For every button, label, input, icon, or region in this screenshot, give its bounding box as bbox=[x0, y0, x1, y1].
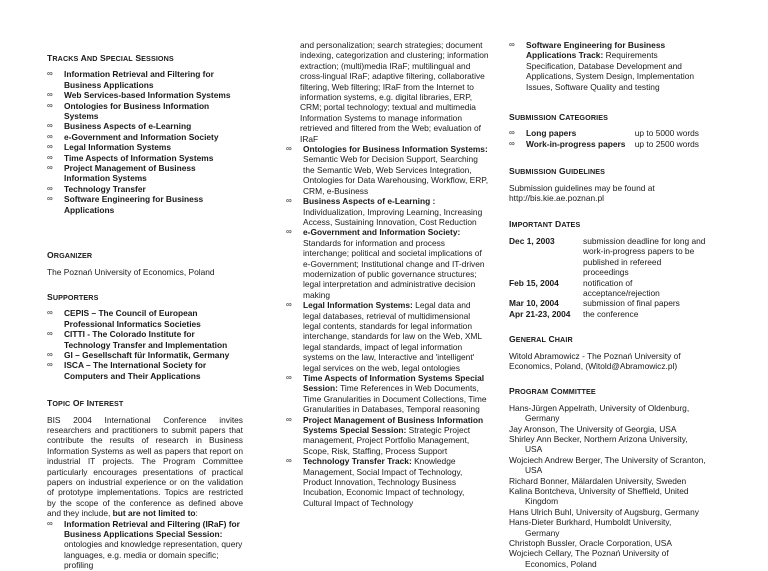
infinity-bullet-icon: ∞ bbox=[286, 196, 292, 206]
list-item: ∞ Work-in-progress papers up to 2500 words bbox=[509, 138, 699, 149]
infinity-bullet-icon: ∞ bbox=[286, 227, 292, 237]
list-item: ∞ Time Aspects of Information Systems bbox=[47, 152, 214, 163]
list-item: ∞ CITTI - The Colorado Institute for Technology Transfer and Implementation bbox=[47, 329, 228, 350]
infinity-bullet-icon: ∞ bbox=[47, 142, 53, 152]
committee-member: Wojciech Cellary, The Poznań University of Economics, Poland bbox=[509, 548, 669, 569]
list-item: ∞ CEPIS – The Council of European Professional Informatics Societies bbox=[47, 308, 201, 329]
date-description: submission of final papers bbox=[583, 298, 680, 309]
list-item: ∞ Legal Information Systems bbox=[47, 142, 172, 153]
list-item: ∞ Web Services-based Information Systems bbox=[47, 90, 231, 101]
infinity-bullet-icon: ∞ bbox=[47, 360, 53, 370]
topic-items-list bbox=[286, 144, 490, 508]
infinity-bullet-icon: ∞ bbox=[47, 163, 53, 173]
topic-text: BIS 2004 International Conference invites researchers and practitioners to submit papers that contribute the results of research in Business Information Systems as well as papers that report on industrial IT projects. The Program Committee particularly encourages presentations of practical papers on industrial experience or on the validation of prototype implementations. Topics are restricted by the scope of the conference as defined above and they include, but are not limited to: bbox=[47, 414, 243, 519]
supporters-list bbox=[47, 308, 243, 381]
right-column bbox=[509, 0, 706, 569]
committee-member: Jay Aronson, The University of Georgia, USA bbox=[509, 423, 677, 434]
tracks-list bbox=[47, 69, 243, 215]
list-item: ∞ Information Retrieval and Filtering for Business Applications bbox=[47, 69, 214, 90]
categories-list bbox=[509, 128, 699, 149]
committee-member: Wojciech Andrew Berger, The University of Scranton, USA bbox=[509, 454, 706, 476]
date-description: notification of acceptance/rejection bbox=[583, 277, 660, 298]
infinity-bullet-icon: ∞ bbox=[47, 349, 53, 359]
organizer-text: The Poznań University of Economics, Poland bbox=[47, 266, 215, 277]
committee-member: Hans Ulrich Buhl, University of Augsburg, Germany bbox=[509, 506, 699, 517]
left-column bbox=[47, 0, 243, 571]
infinity-bullet-icon: ∞ bbox=[286, 144, 292, 154]
infinity-bullet-icon: ∞ bbox=[47, 183, 53, 193]
date-cell: Dec 1, 2003 bbox=[509, 235, 555, 246]
list-item: ∞ Long papers up to 5000 words bbox=[509, 128, 699, 139]
date-cell: Feb 15, 2004 bbox=[509, 277, 559, 288]
topic-first-item bbox=[47, 519, 243, 571]
infinity-bullet-icon: ∞ bbox=[286, 456, 292, 466]
infinity-bullet-icon: ∞ bbox=[47, 90, 53, 100]
infinity-bullet-icon: ∞ bbox=[286, 300, 292, 310]
date-description: the conference bbox=[583, 308, 639, 319]
infinity-bullet-icon: ∞ bbox=[47, 152, 53, 162]
list-item: ∞ Information Retrieval and Filtering (IRaF) for Business Applications Special Session: ontologies and knowledge representation, query languages, e.g. media or domain specific; profiling bbox=[47, 518, 243, 571]
infinity-bullet-icon: ∞ bbox=[47, 131, 53, 141]
date-description: submission deadline for long and work-in-progress papers to be published in refereed proceedings bbox=[583, 235, 706, 278]
infinity-bullet-icon: ∞ bbox=[47, 100, 53, 110]
list-item: ∞ Technology Transfer bbox=[47, 183, 146, 194]
topic-continuation: and personalization; search strategies; document indexing, categorization and clustering; information extraction; (multi)media IRaF; multilingual and cross-lingual IRaF; adaptive filtering, collaborative filtering, Web filtering; IRaF from the Internet to information systems, e.g. digital libraries, ERP, CRM; portal technology; textual and multimedia Information Systems to manage information retrieved and filtered from the Web; evaluation of IRaF bbox=[300, 40, 489, 144]
dates-heading: IMPORTANT DATES bbox=[509, 219, 581, 230]
topic-heading: TOPIC OF INTEREST bbox=[47, 398, 124, 409]
infinity-bullet-icon: ∞ bbox=[47, 329, 53, 339]
list-item: ∞ ISCA – The International Society for Computers and Their Applications bbox=[47, 360, 207, 381]
infinity-bullet-icon: ∞ bbox=[286, 373, 292, 382]
committee-member: Shirley Ann Becker, Northern Arizona University, USA bbox=[509, 433, 688, 455]
organizer-heading: ORGANIZER bbox=[47, 250, 93, 261]
list-item: ∞ GI – Gesellschaft für Informatik, Germany bbox=[47, 349, 230, 360]
list-item: ∞ e-Government and Information Society bbox=[47, 131, 219, 142]
guidelines-text: Submission guidelines may be found at http://bis.kie.ae.poznan.pl bbox=[509, 182, 655, 204]
infinity-bullet-icon: ∞ bbox=[47, 69, 53, 79]
infinity-bullet-icon: ∞ bbox=[286, 414, 292, 424]
infinity-bullet-icon: ∞ bbox=[47, 518, 53, 528]
committee-member: Richard Bonner, Mälardalen University, Sweden bbox=[509, 475, 687, 486]
categories-heading: SUBMISSION CATEGORIES bbox=[509, 112, 608, 123]
committee-member: Hans-Jürgen Appelrath, University of Oldenburg, Germany bbox=[509, 402, 690, 424]
list-item: ∞ Project Management of Business Information Systems bbox=[47, 163, 196, 184]
list-item: ∞ Time Aspects of Information Systems Special Session: Time References in Web Documents, Time Granularities in Document Collections, Time Granularities in Databases, Temporal reasoning bbox=[286, 373, 487, 415]
track-list bbox=[509, 40, 706, 92]
infinity-bullet-icon: ∞ bbox=[509, 40, 515, 49]
list-item: ∞ Ontologies for Business Information Systems: Semantic Web for Decision Support, Searching the Semantic Web, Web Services Integration, Ontologies for Data Warehousing, Workflow, ERP, CRM, e-Business bbox=[286, 144, 489, 196]
infinity-bullet-icon: ∞ bbox=[509, 128, 515, 138]
date-cell: Apr 21-23, 2004 bbox=[509, 308, 571, 319]
list-item: ∞ Business Aspects of e-Learning bbox=[47, 121, 192, 132]
list-item: ∞ Business Aspects of e-Learning : Individualization, Improving Learning, Increasing Access, Sustaining Innovation, Cost Reduction bbox=[286, 196, 483, 227]
chair-text: Witold Abramowicz - The Poznań University of Economics, Poland, (Witold@Abramowicz.pl) bbox=[509, 350, 681, 371]
dates-table bbox=[509, 236, 706, 319]
list-item: ∞ Software Engineering for Business Applications Track: Requirements Specification, Database Development and Applications, System Design, Implementation Issues, Software Quality and testing bbox=[509, 40, 695, 92]
committee-member: Christoph Bussler, Oracle Corporation, USA bbox=[509, 538, 672, 549]
chair-heading: GENERAL CHAIR bbox=[509, 334, 573, 345]
list-item: ∞ Software Engineering for Business Applications bbox=[47, 194, 204, 215]
committee-heading: PROGRAM COMMITTEE bbox=[509, 386, 596, 397]
infinity-bullet-icon: ∞ bbox=[47, 121, 53, 131]
supporters-heading: SUPPORTERS bbox=[47, 291, 99, 302]
list-item: ∞ Project Management of Business Information Systems Special Session: Strategic Project management, Project Portfolio Management, Scope, Risk, Staffing, Process Support bbox=[286, 414, 484, 456]
committee-list bbox=[509, 403, 706, 570]
middle-column bbox=[286, 0, 490, 508]
infinity-bullet-icon: ∞ bbox=[47, 194, 53, 204]
list-item: ∞ Ontologies for Business Information Systems bbox=[47, 100, 210, 122]
committee-member: Kalina Bontcheva, University of Sheffield, United Kingdom bbox=[509, 486, 689, 507]
tracks-heading: TRACKS AND SPECIAL SESSIONS bbox=[47, 53, 174, 63]
infinity-bullet-icon: ∞ bbox=[509, 138, 515, 148]
list-item: ∞ Legal Information Systems: Legal data and legal databases, retrieval of multidimensional legal contents, standards for legal information interchange, standards for law on the Web, XML legal standards, impact of legal information systems on the law, Interactive and 'intelligent' legal services on the web, legal ontologies bbox=[286, 300, 482, 373]
list-item: ∞ e-Government and Information Society: Standards for information and process interchange; political and societal implications of e-Government; Institutional change and IT-driven modernization of public governance structures; legal interpretation and administrative decision making bbox=[286, 227, 485, 300]
list-item: ∞ Technology Transfer Track: Knowledge Management, Social Impact of Technology, Product Innovation, Technology Business Incubation, Economic Impact of technology, Cultural Impact of Technology bbox=[286, 456, 465, 508]
date-cell: Mar 10, 2004 bbox=[509, 298, 559, 309]
committee-member: Hans-Dieter Burkhard, Humboldt University, Germany bbox=[509, 517, 672, 538]
guidelines-heading: SUBMISSION GUIDELINES bbox=[509, 166, 606, 177]
infinity-bullet-icon: ∞ bbox=[47, 308, 53, 318]
